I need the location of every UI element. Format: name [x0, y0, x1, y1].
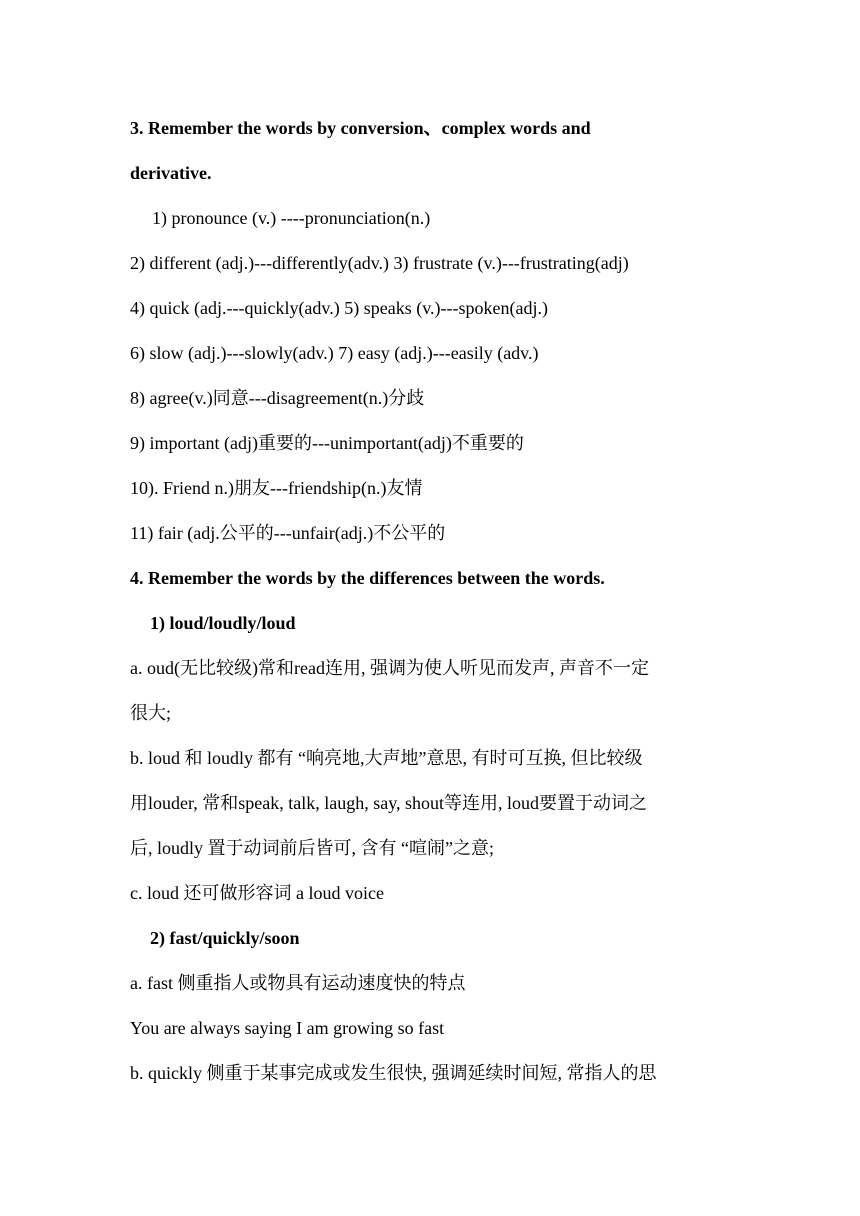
- paragraph-c: c. loud 还可做形容词 a loud voice: [130, 883, 384, 903]
- fast-paragraph-a: a. fast 侧重指人或物具有运动速度快的特点: [130, 973, 466, 993]
- section-4-heading: 4. Remember the words by the differences between the words.: [130, 568, 605, 588]
- paragraph-b-line-2: 用louder, 常和speak, talk, laugh, say, shout等连用, loud要置于动词之: [130, 793, 648, 813]
- word-pair-2-3: 2) different (adj.)---differently(adv.) 3) frustrate (v.)---frustrating(adj): [130, 253, 629, 273]
- fast-paragraph-b: b. quickly 侧重于某事完成或发生很快, 强调延续时间短, 常指人的思: [130, 1063, 657, 1083]
- paragraph-b-line-3: 后, loudly 置于动词前后皆可, 含有 “喧闹”之意;: [130, 838, 494, 858]
- word-pair-11: 11) fair (adj.公平的---unfair(adj.)不公平的: [130, 523, 446, 543]
- section-3-heading-continued: derivative.: [130, 163, 212, 183]
- fast-example-sentence: You are always saying I am growing so fast: [130, 1018, 445, 1038]
- word-pair-1: 1) pronounce (v.) ----pronunciation(n.): [152, 208, 431, 228]
- word-pair-9: 9) important (adj)重要的---unimportant(adj)不重要的: [130, 433, 524, 453]
- word-pair-4-5: 4) quick (adj.---quickly(adv.) 5) speaks (v.)---spoken(adj.): [130, 298, 549, 318]
- word-pair-8: 8) agree(v.)同意---disagreement(n.)分歧: [130, 388, 425, 408]
- paragraph-a-line-1: a. oud(无比较级)常和read连用, 强调为使人听见而发声, 声音不一定: [130, 658, 649, 678]
- word-pair-6-7: 6) slow (adj.)---slowly(adv.) 7) easy (adj.)---easily (adv.): [130, 343, 539, 363]
- paragraph-a-line-2: 很大;: [130, 703, 172, 723]
- paragraph-b-line-1: b. loud 和 loudly 都有 “响亮地,大声地”意思, 有时可互换, 但比较级: [130, 748, 643, 768]
- word-pair-10: 10). Friend n.)朋友---friendship(n.)友情: [130, 478, 423, 498]
- subheading-loud: 1) loud/loudly/loud: [150, 613, 296, 633]
- section-3-heading: 3. Remember the words by conversion、complex words and: [130, 118, 591, 138]
- subheading-fast: 2) fast/quickly/soon: [150, 928, 300, 948]
